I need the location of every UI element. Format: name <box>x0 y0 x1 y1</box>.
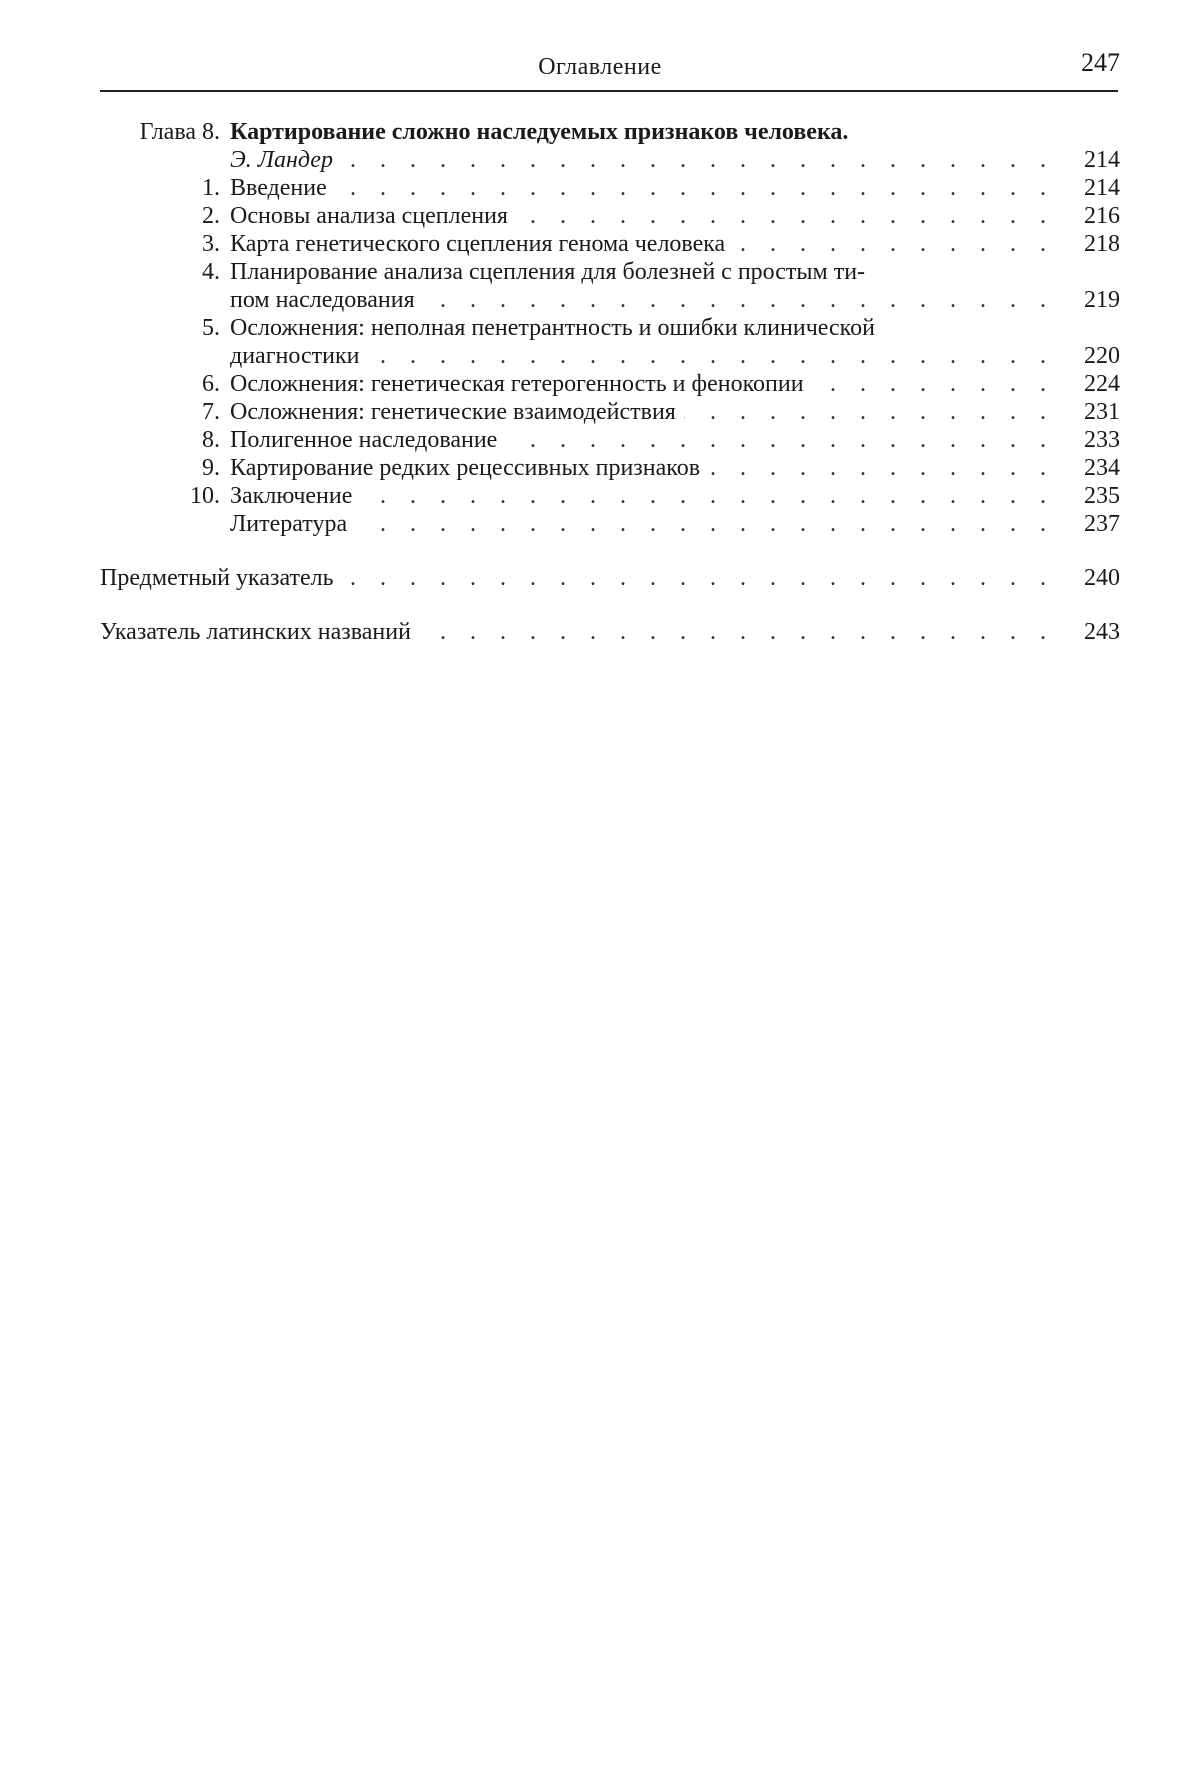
toc-entry <box>100 510 1120 538</box>
toc-entry-title: Заключение <box>230 483 360 509</box>
toc-entry <box>100 482 1120 510</box>
chapter-title-row <box>100 118 1120 146</box>
index-entry-title: Указатель латинских названий <box>100 619 419 645</box>
chapter-page: 214 <box>1084 147 1120 173</box>
toc-entry-number: 4. <box>202 259 220 285</box>
toc-entry-title: Основы анализа сцепления <box>230 203 516 229</box>
toc-entry-number: 7. <box>202 399 220 425</box>
toc-entry <box>100 202 1120 230</box>
toc-entry-number: 2. <box>202 203 220 229</box>
toc-entry-page: 218 <box>1084 231 1120 257</box>
toc-entry-title: Планирование анализа сцепления для болезней с простым ти- <box>230 259 873 285</box>
toc-entry <box>100 454 1120 482</box>
index-entry <box>100 618 1120 646</box>
table-of-contents <box>100 118 1120 646</box>
index-entry-title: Предметный указатель <box>100 565 342 591</box>
toc-entry-number: 10. <box>190 483 220 509</box>
toc-entry-page: 216 <box>1084 203 1120 229</box>
chapter-number: Глава 8. <box>139 119 220 145</box>
toc-entry-page: 233 <box>1084 427 1120 453</box>
index-entry-page: 240 <box>1084 565 1120 591</box>
toc-entry-title: Карта генетического сцепления генома человека <box>230 231 733 257</box>
running-page-number: 247 <box>1081 48 1120 77</box>
toc-entry-title: Введение <box>230 175 335 201</box>
toc-entry-number: 1. <box>202 175 220 201</box>
toc-entry-title: Литература <box>230 511 355 537</box>
toc-entry <box>100 370 1120 398</box>
toc-entry <box>100 426 1120 454</box>
toc-entry-number: 5. <box>202 315 220 341</box>
running-title: Оглавление <box>538 54 662 80</box>
toc-entry <box>100 230 1120 258</box>
toc-entry-number: 8. <box>202 427 220 453</box>
toc-entry-line1 <box>100 314 1120 342</box>
toc-entry-title: Осложнения: генетическая гетерогенность и фенокопии <box>230 371 812 397</box>
toc-entry-page: 220 <box>1084 343 1120 369</box>
chapter-title: Картирование сложно наследуемых признаков человека. <box>230 119 856 145</box>
chapter-author-row <box>100 146 1120 174</box>
toc-entry <box>100 398 1120 426</box>
toc-entry-page: 214 <box>1084 175 1120 201</box>
toc-entry-title: Картирование редких рецессивных признаков <box>230 455 708 481</box>
toc-entry-line1 <box>100 258 1120 286</box>
toc-entry-page: 237 <box>1084 511 1120 537</box>
toc-entry-title-continued: пом наследования <box>230 287 423 313</box>
toc-entry-number: 9. <box>202 455 220 481</box>
toc-entry-line2 <box>100 342 1120 370</box>
index-entry-page: 243 <box>1084 619 1120 645</box>
header-rule <box>100 90 1118 92</box>
toc-entry-number: 3. <box>202 231 220 257</box>
toc-entry <box>100 174 1120 202</box>
toc-entry-title: Осложнения: неполная пенетрантность и ошибки клинической <box>230 315 883 341</box>
toc-entry-page: 231 <box>1084 399 1120 425</box>
toc-entry-page: 224 <box>1084 371 1120 397</box>
toc-entry-line2 <box>100 286 1120 314</box>
toc-entry-title: Осложнения: генетические взаимодействия <box>230 399 684 425</box>
index-entry <box>100 564 1120 592</box>
toc-entry-number: 6. <box>202 371 220 397</box>
toc-entry-title: Полигенное наследование <box>230 427 505 453</box>
chapter-author: Э. Ландер <box>230 147 341 173</box>
toc-entry-page: 219 <box>1084 287 1120 313</box>
toc-entry-page: 235 <box>1084 483 1120 509</box>
toc-entry-title-continued: диагностики <box>230 343 367 369</box>
toc-entry-page: 234 <box>1084 455 1120 481</box>
running-head <box>100 48 1120 88</box>
